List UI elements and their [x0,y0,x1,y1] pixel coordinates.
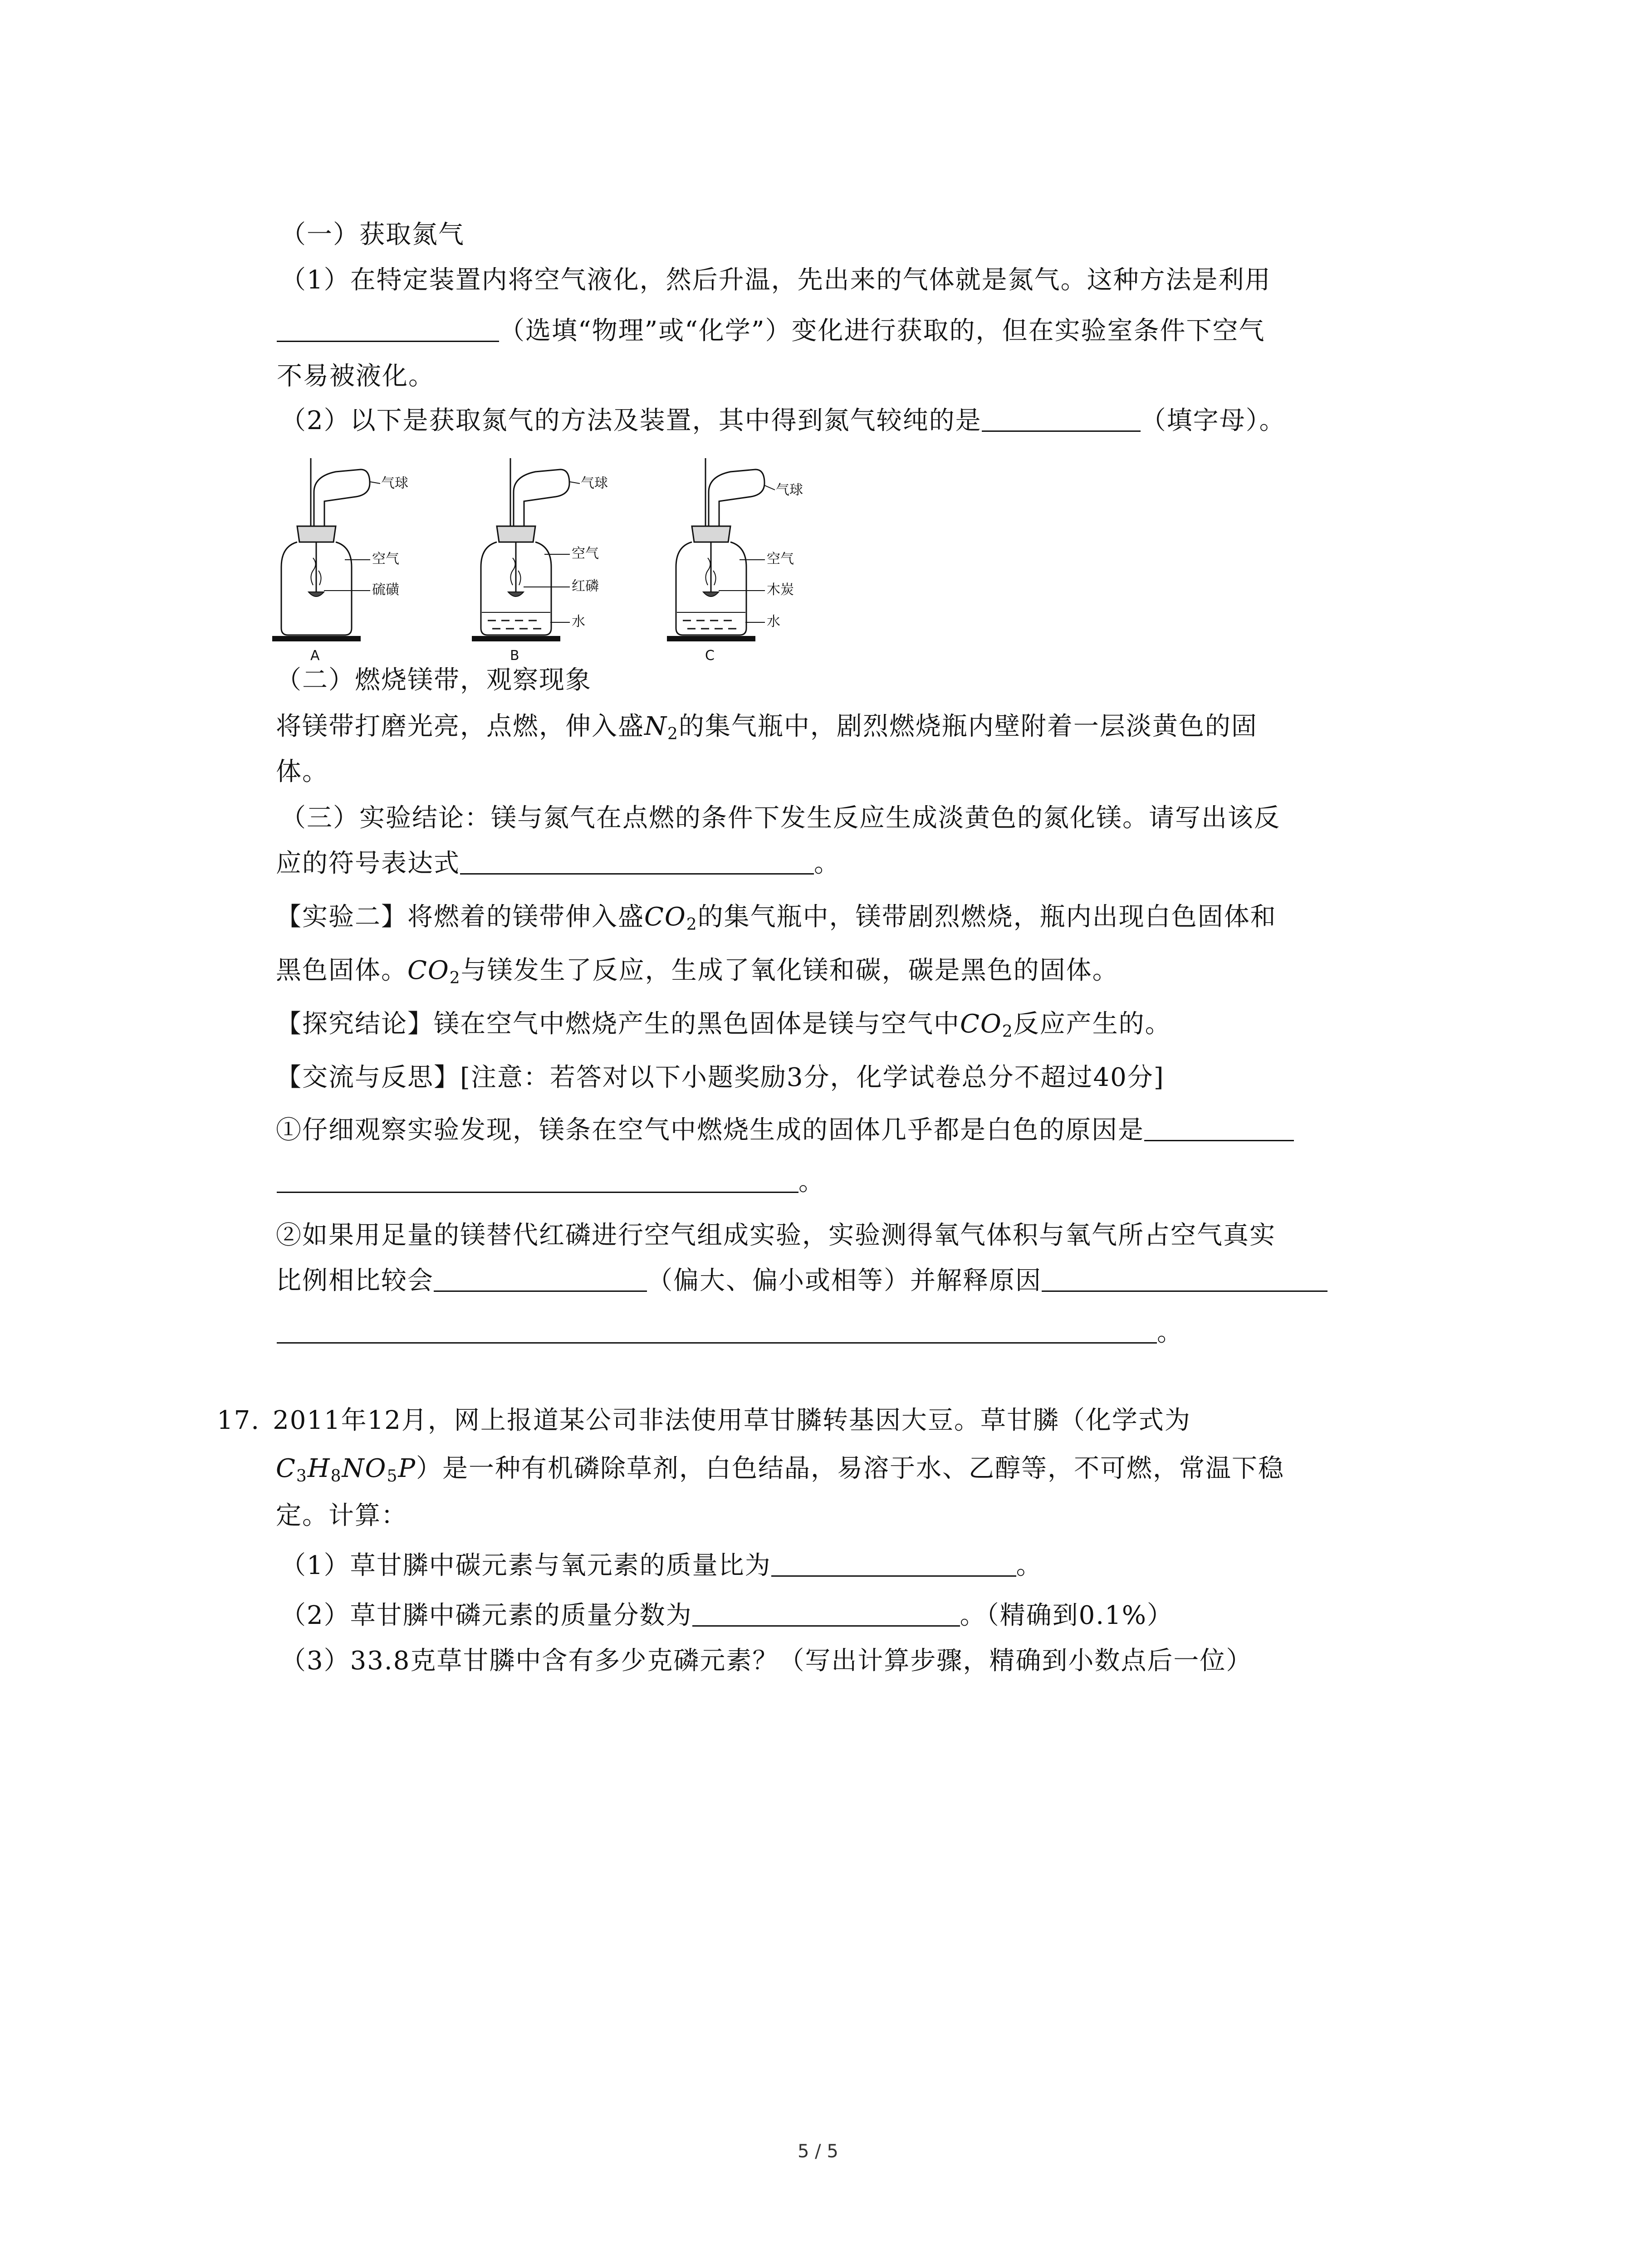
label-letter-C: C [705,648,715,662]
reflection-2-line-2: 比例相比较会 （偏大、偏小或相等）并解释原因 [276,1263,1327,1299]
label-water-B: 水 [572,614,585,630]
apparatus-C [667,458,764,641]
label-letter-B: B [510,648,519,662]
question-17-part-3: （3）33.8克草甘膦中含有多少克磷元素？（写出计算步骤，精确到小数点后一位） [280,1646,1253,1676]
page-number: 5 / 5 [798,2141,838,2162]
burn-line-2: 体。 [276,757,328,787]
section-title-nitrogen: （一）获取氮气 [280,220,465,249]
answer-blank-r2c[interactable] [277,1317,1157,1344]
answer-blank-2[interactable] [982,405,1141,432]
answer-blank-17-1[interactable] [771,1550,1016,1577]
experiment2-line-1: 【实验二】将燃着的镁带伸入盛$CO_2$的集气瓶中，镁带剧烈燃烧，瓶内出现白色固体和 [276,902,1277,934]
answer-blank-r2a[interactable] [434,1265,647,1292]
answer-blank-r2b[interactable] [1042,1265,1327,1292]
reflection-1-line-1: ①仔细观察实验发现，镁条在空气中燃烧生成的固体几乎都是白色的原因是 [276,1112,1294,1149]
answer-blank-1[interactable] [277,315,499,342]
label-air-B: 空气 [572,546,599,562]
reflection-2-line-1: ②如果用足量的镁替代红磷进行空气组成实验，实验测得氧气体积与氧气所占空气真实 [276,1221,1276,1250]
label-balloon-C: 气球 [776,482,803,498]
label-substance-C: 木炭 [767,582,794,598]
answer-blank-r1a[interactable] [1144,1114,1294,1141]
question-1-line-3: 不易被液化。 [277,362,435,391]
reflection-title: 【交流与反思】[注意：若答对以下小题奖励3分，化学试卷总分不超过40分] [276,1063,1165,1092]
label-air-A: 空气 [372,551,399,567]
label-balloon-B: 气球 [581,475,608,491]
question-1-line-1: （1）在特定装置内将空气液化，然后升温，先出来的气体就是氮气。这种方法是利用 [280,265,1271,295]
question-17-line-2: $C_3H_8NO_5P$）是一种有机磷除草剂，白色结晶，易溶于水、乙醇等，不可燃，常温下稳 [276,1454,1285,1486]
question-17-line-3: 定。计算： [276,1501,407,1530]
apparatus-A [272,458,370,641]
label-water-C: 水 [767,614,780,630]
reflection-1-line-2: 。 [277,1164,825,1200]
label-balloon-A: 气球 [381,475,408,491]
label-substance-B: 红磷 [572,578,599,594]
section-title-burn: （二）燃烧镁带，观察现象 [276,665,592,695]
answer-blank-equation[interactable] [460,848,814,875]
experiment2-line-2: 黑色固体。$CO_2$与镁发生了反应，生成了氧化镁和碳，碳是黑色的固体。 [276,956,1119,987]
label-air-C: 空气 [767,551,794,567]
question-2-line: （2）以下是获取氮气的方法及装置，其中得到氮气较纯的是 （填字母）。 [280,406,1286,435]
section3-line-1: （三）实验结论：镁与氮气在点燃的条件下发生反应生成淡黄色的氮化镁。请写出该反 [280,803,1280,833]
answer-blank-17-2[interactable] [692,1600,960,1627]
conclusion-line: 【探究结论】镁在空气中燃烧产生的黑色固体是镁与空气中$CO_2$反应产生的。 [276,1009,1171,1041]
label-substance-A: 硫磺 [372,582,399,598]
question-17-part-2: （2）草甘膦中磷元素的质量分数为 。（精确到0.1%） [280,1601,1173,1630]
apparatus-figure [272,449,871,662]
question-1-line-2: （选填“物理”或“化学”）变化进行获取的，但在实验室条件下空气 [277,313,1265,349]
label-letter-A: A [310,648,320,662]
burn-line-1: 将镁带打磨光亮，点燃，伸入盛$N_2$的集气瓶中，剧烈燃烧瓶内壁附着一层淡黄色的固 [276,712,1258,743]
apparatus-B [472,458,569,641]
question-17-part-1: （1）草甘膦中碳元素与氧元素的质量比为 。 [280,1551,1043,1580]
question-17-line-1: 17. 2011年12月，网上报道某公司非法使用草甘膦转基因大豆。草甘膦（化学式为 [217,1406,1191,1435]
reflection-2-line-3: 。 [277,1315,1183,1351]
answer-blank-r1b[interactable] [277,1166,798,1193]
section3-line-2: 应的符号表达式 。 [276,849,840,878]
